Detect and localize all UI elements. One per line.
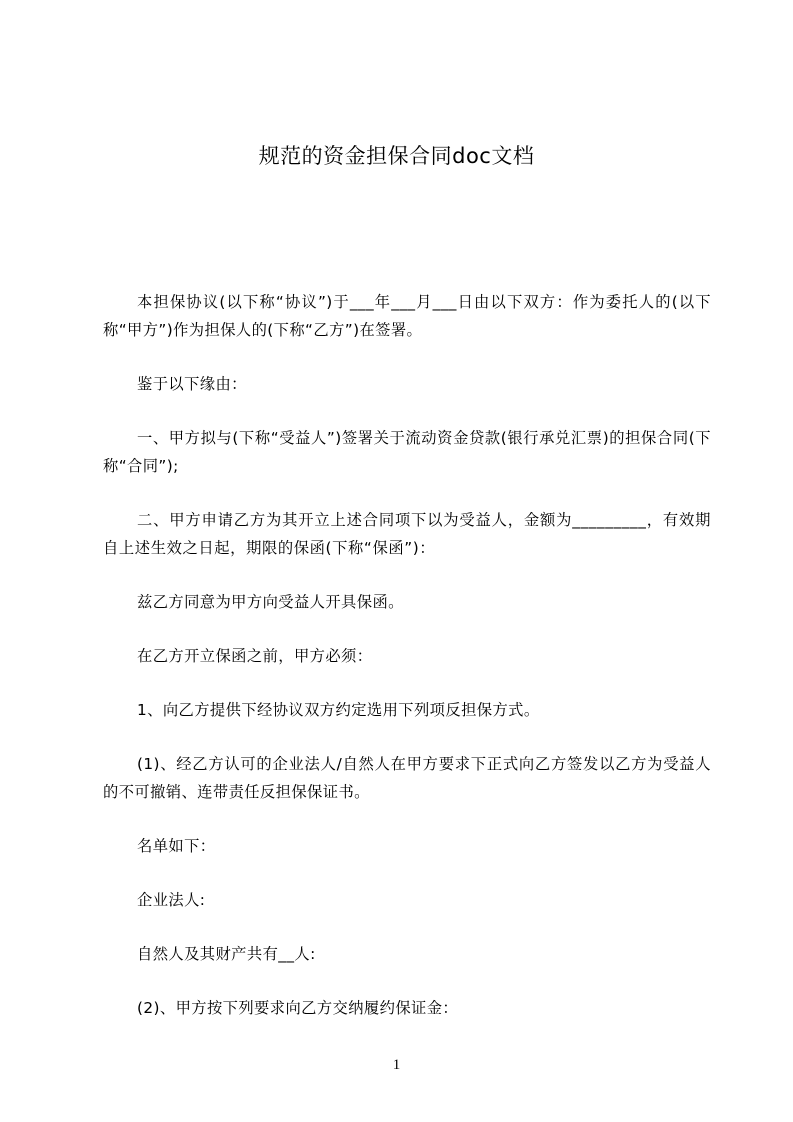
paragraph-natural-person: 自然人及其财产共有__人: [137, 945, 316, 963]
paragraph-enterprise: 企业法人: [137, 891, 206, 909]
paragraph-agreement: 兹乙方同意为甲方向受益人开具保函。 [137, 593, 404, 611]
paragraph-list-label: 名单如下： [137, 837, 216, 855]
paragraph-whereas: 鉴于以下缘由： [137, 375, 247, 393]
paragraph-subitem-1: (1)、经乙方认可的企业法人/自然人在甲方要求下正式向乙方签发以乙方为受益人的不可撤销、连带责任反担保保证书。 [103, 755, 711, 801]
paragraph-intro: 本担保协议(以下称“协议”)于___年___月___日由以下双方：作为委托人的(以下称“甲方”)作为担保人的(下称“乙方”)在签署。 [103, 293, 711, 339]
document-body [103, 288, 711, 1048]
paragraph-item-1: 1、向乙方提供下经协议双方约定选用下列项反担保方式。 [137, 701, 540, 719]
paragraph-before-issuing: 在乙方开立保函之前，甲方必须： [137, 647, 373, 665]
document-title: 规范的资金担保合同doc文档 [258, 144, 535, 168]
paragraph-subitem-2: (2)、甲方按下列要求向乙方交纳履约保证金： [137, 999, 459, 1017]
paragraph-clause-two: 二、甲方申请乙方为其开立上述合同项下以为受益人，金额为_________，有效期自上述生效之日起，期限的保函(下称“保函”)： [103, 511, 711, 557]
page-number: 1 [392, 1057, 401, 1073]
paragraph-clause-one: 一、甲方拟与(下称“受益人”)签署关于流动资金贷款(银行承兑汇票)的担保合同(下称“合同”); [103, 429, 711, 475]
